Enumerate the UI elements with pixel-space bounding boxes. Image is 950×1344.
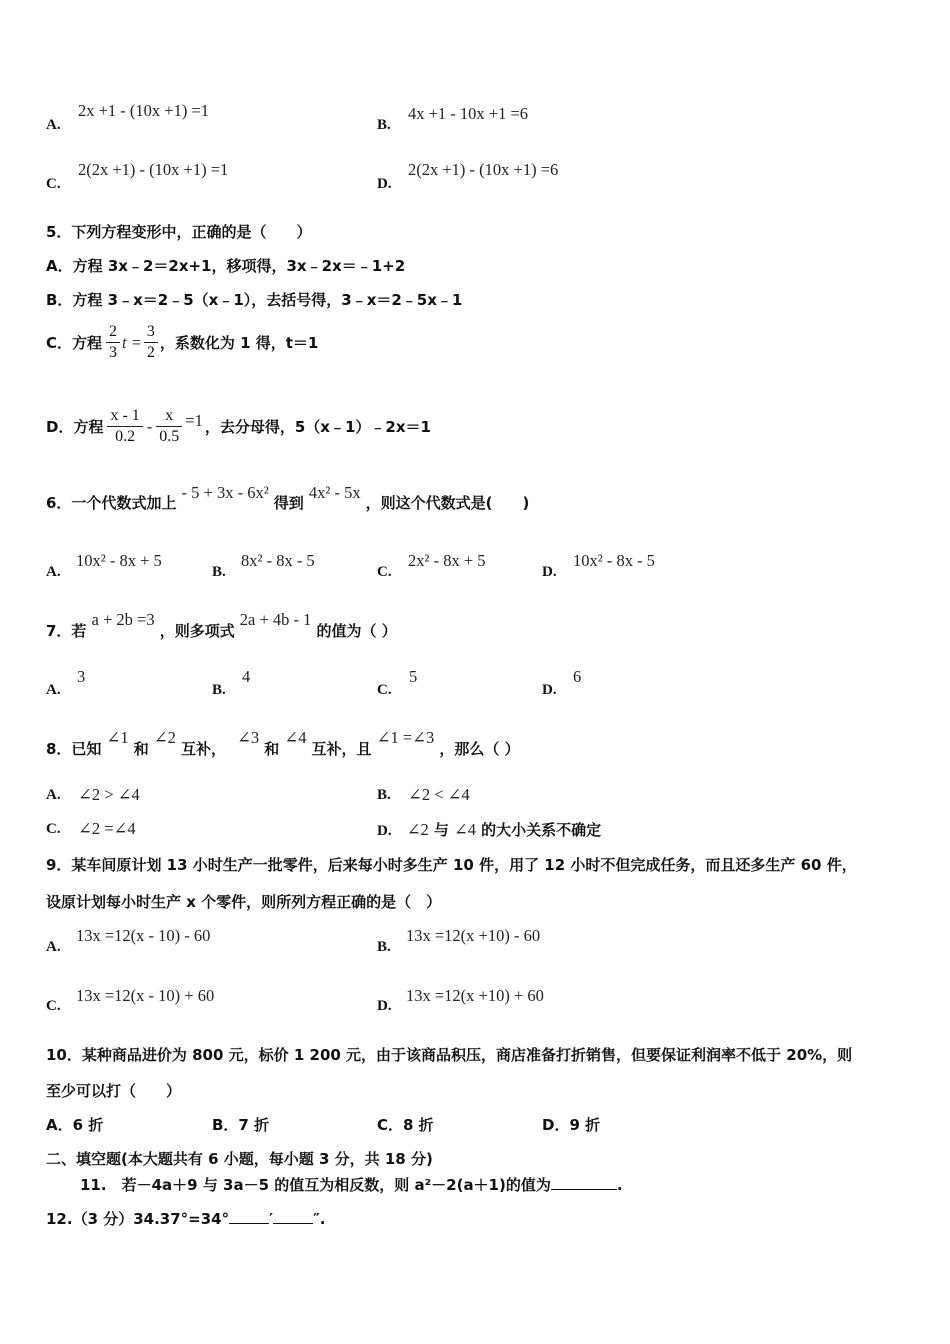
- q5-d-frac1-den: 0.2: [115, 428, 136, 445]
- q8-stem-suffix: ，那么（ ）: [439, 740, 520, 758]
- q8-option-d-expr2: ∠4: [453, 820, 477, 839]
- q11: [80, 1174, 623, 1195]
- q9-option-c-expr: 13x =12(x - 10) + 60: [76, 986, 215, 1005]
- q12-answer-blank-minutes[interactable]: [229, 1209, 269, 1224]
- q9-option-b-expr: 13x =12(x +10) - 60: [406, 926, 541, 945]
- q6-option-d-expr: 10x² - 8x - 5: [573, 551, 655, 570]
- q6-stem-mid: 得到: [273, 494, 304, 512]
- q4-option-a-label: A.: [46, 117, 61, 133]
- q4-option-d-expr: 2(2x +1) - (10x +1) =6: [408, 160, 559, 179]
- q9-option-d-expr: 13x =12(x +10) + 60: [406, 986, 544, 1005]
- q9-option-b-label: B.: [377, 939, 391, 955]
- q6-option-b-label: B.: [212, 564, 226, 580]
- q8-option-a-expr: ∠2 > ∠4: [78, 785, 140, 804]
- q10-option-b: B．7 折: [212, 1116, 270, 1134]
- q6-stem-prefix: 6．一个代数式加上: [46, 494, 177, 512]
- q5-d-fraction-1: [107, 406, 142, 447]
- q7-option-c-label: C.: [377, 682, 392, 698]
- q10-option-d: D．9 折: [542, 1116, 601, 1134]
- q5-option-a: A．方程 3x﹣2＝2x+1，移项得，3x﹣2x＝﹣1+2: [46, 257, 406, 275]
- q8-and-2: 和: [264, 740, 280, 758]
- section-2-title: 二、填空题(本大题共有 6 小题，每小题 3 分，共 18 分): [46, 1150, 433, 1168]
- q5-stem: 5．下列方程变形中，正确的是（ ）: [46, 223, 312, 241]
- q8-stem-prefix: 8．已知: [46, 740, 102, 758]
- q8-option-d-label: D.: [377, 823, 392, 839]
- q7-stem-mid: ，则多项式: [159, 622, 235, 640]
- q5-d-frac1-num: x - 1: [107, 406, 142, 427]
- q5-c-frac1-num: 2: [106, 322, 120, 343]
- q7-option-b-label: B.: [212, 682, 226, 698]
- q8-angle-4: ∠4: [284, 728, 307, 747]
- q8-option-b-expr: ∠2 < ∠4: [408, 785, 470, 804]
- q12-prefix: 12.（3 分）34.37°=34°: [46, 1210, 230, 1228]
- q12-answer-blank-seconds[interactable]: [273, 1209, 313, 1224]
- q8-option-c-expr: ∠2 =∠4: [78, 819, 136, 838]
- q5-c-fraction-1: [106, 322, 120, 363]
- q5-option-d-suffix: ，去分母得，5（x﹣1）﹣2x＝1: [204, 418, 431, 436]
- q5-c-fraction-2: [144, 322, 158, 363]
- q8-and-1: 和: [133, 740, 149, 758]
- q6-expr-1: - 5 + 3x - 6x²: [181, 483, 269, 502]
- q8-option-a-label: A.: [46, 787, 61, 803]
- q9-option-d-label: D.: [377, 998, 392, 1014]
- q5-d-fraction-2: [156, 406, 182, 447]
- q6-option-d-label: D.: [542, 564, 557, 580]
- q4-option-b-expr: 4x +1 - 10x +1 =6: [408, 104, 529, 123]
- q9-option-c-label: C.: [46, 998, 61, 1014]
- q10-stem-line-1: 10．某种商品进价为 800 元，标价 1 200 元，由于该商品积压，商店准备打折销售，但要保证利润率不低于 20%，则: [46, 1046, 853, 1064]
- q7-expr-2: 2a + 4b - 1: [239, 610, 312, 629]
- q4-option-d-label: D.: [377, 176, 392, 192]
- q7-stem-suffix: 的值为（ ）: [316, 622, 397, 640]
- q9-stem-line-1: 9．某车间原计划 13 小时生产一批零件，后来每小时多生产 10 件，用了 12 小时不但完成任务，而且还多生产 60 件，: [46, 856, 857, 874]
- q5-c-frac1-den: 3: [109, 344, 118, 361]
- q5-c-frac2-num: 3: [144, 322, 158, 343]
- q7-stem-prefix: 7．若: [46, 622, 87, 640]
- q10-stem-line-2: 至少可以打（ ）: [46, 1082, 182, 1100]
- q8-option-b-label: B.: [377, 787, 391, 803]
- q6-stem: [46, 483, 530, 513]
- q8-option-d: [377, 819, 601, 840]
- q6-option-a-expr: 10x² - 8x + 5: [76, 551, 162, 570]
- q5-c-var: t =: [122, 332, 142, 352]
- q6-option-c-label: C.: [377, 564, 392, 580]
- q9-stem-line-2: 设原计划每小时生产 x 个零件，则所列方程正确的是（ ）: [46, 893, 442, 911]
- q7-option-d-val: 6: [573, 667, 582, 686]
- q6-expr-2: 4x² - 5x: [308, 483, 361, 502]
- q8-equation: ∠1 =∠3: [376, 728, 435, 747]
- q8-text-1: 互补，: [180, 740, 226, 758]
- q7-stem: [46, 610, 397, 641]
- q5-option-c: [46, 322, 318, 363]
- q7-option-d-label: D.: [542, 682, 557, 698]
- q9-option-a-expr: 13x =12(x - 10) - 60: [76, 926, 211, 945]
- q12-second-mark: ″.: [313, 1210, 326, 1228]
- q5-c-frac2-den: 2: [146, 344, 155, 361]
- q11-answer-blank[interactable]: [551, 1175, 617, 1190]
- q4-option-b-label: B.: [377, 117, 391, 133]
- q5-option-b: B．方程 3﹣x＝2﹣5（x﹣1），去括号得，3﹣x＝2﹣5x﹣1: [46, 291, 463, 309]
- q5-d-frac2-num: x: [156, 406, 182, 427]
- q10-option-a: A．6 折: [46, 1116, 104, 1134]
- q12: [46, 1208, 326, 1229]
- q5-d-minus: -: [146, 416, 153, 436]
- q8-angle-3: ∠3: [237, 728, 260, 747]
- q7-option-b-val: 4: [242, 667, 251, 686]
- q7-expr-1: a + 2b =3: [91, 610, 155, 629]
- q9-option-a-label: A.: [46, 939, 61, 955]
- q12-minute-mark: ′: [269, 1210, 274, 1228]
- q4-option-c-expr: 2(2x +1) - (10x +1) =1: [78, 160, 229, 179]
- q8-option-c-label: C.: [46, 821, 61, 837]
- q5-option-d-prefix: D．方程: [46, 418, 104, 436]
- q8-option-d-mid: 与: [433, 821, 449, 839]
- q8-stem: [46, 728, 520, 759]
- q6-option-b-expr: 8x² - 8x - 5: [241, 551, 315, 570]
- q8-text-2: 互补，且: [311, 740, 372, 758]
- q4-option-c-label: C.: [46, 176, 61, 192]
- q7-option-a-label: A.: [46, 682, 61, 698]
- q7-option-c-val: 5: [409, 667, 418, 686]
- q5-option-c-prefix: C．方程: [46, 334, 103, 352]
- q4-option-a-expr: 2x +1 - (10x +1) =1: [78, 101, 210, 120]
- q5-option-c-suffix: ，系数化为 1 得，t＝1: [159, 334, 319, 352]
- q8-option-d-expr: ∠2: [406, 820, 429, 839]
- q6-stem-suffix: ，则这个代数式是( ): [365, 494, 530, 512]
- q11-text: 11. 若－4a＋9 与 3a－5 的值互为相反数，则 a²－2(a＋1)的值为: [80, 1176, 551, 1194]
- q5-option-d: [46, 406, 431, 447]
- q6-option-c-expr: 2x² - 8x + 5: [408, 551, 486, 570]
- q7-option-a-val: 3: [77, 667, 86, 686]
- q5-d-frac2-den: 0.5: [159, 428, 180, 445]
- q8-option-d-text: 的大小关系不确定: [481, 821, 602, 839]
- q8-angle-2: ∠2: [153, 728, 176, 747]
- q6-option-a-label: A.: [46, 564, 61, 580]
- q10-option-c: C．8 折: [377, 1116, 434, 1134]
- q11-end: .: [616, 1176, 623, 1194]
- q5-d-eq: =1: [185, 410, 203, 430]
- q8-angle-1: ∠1: [106, 728, 129, 747]
